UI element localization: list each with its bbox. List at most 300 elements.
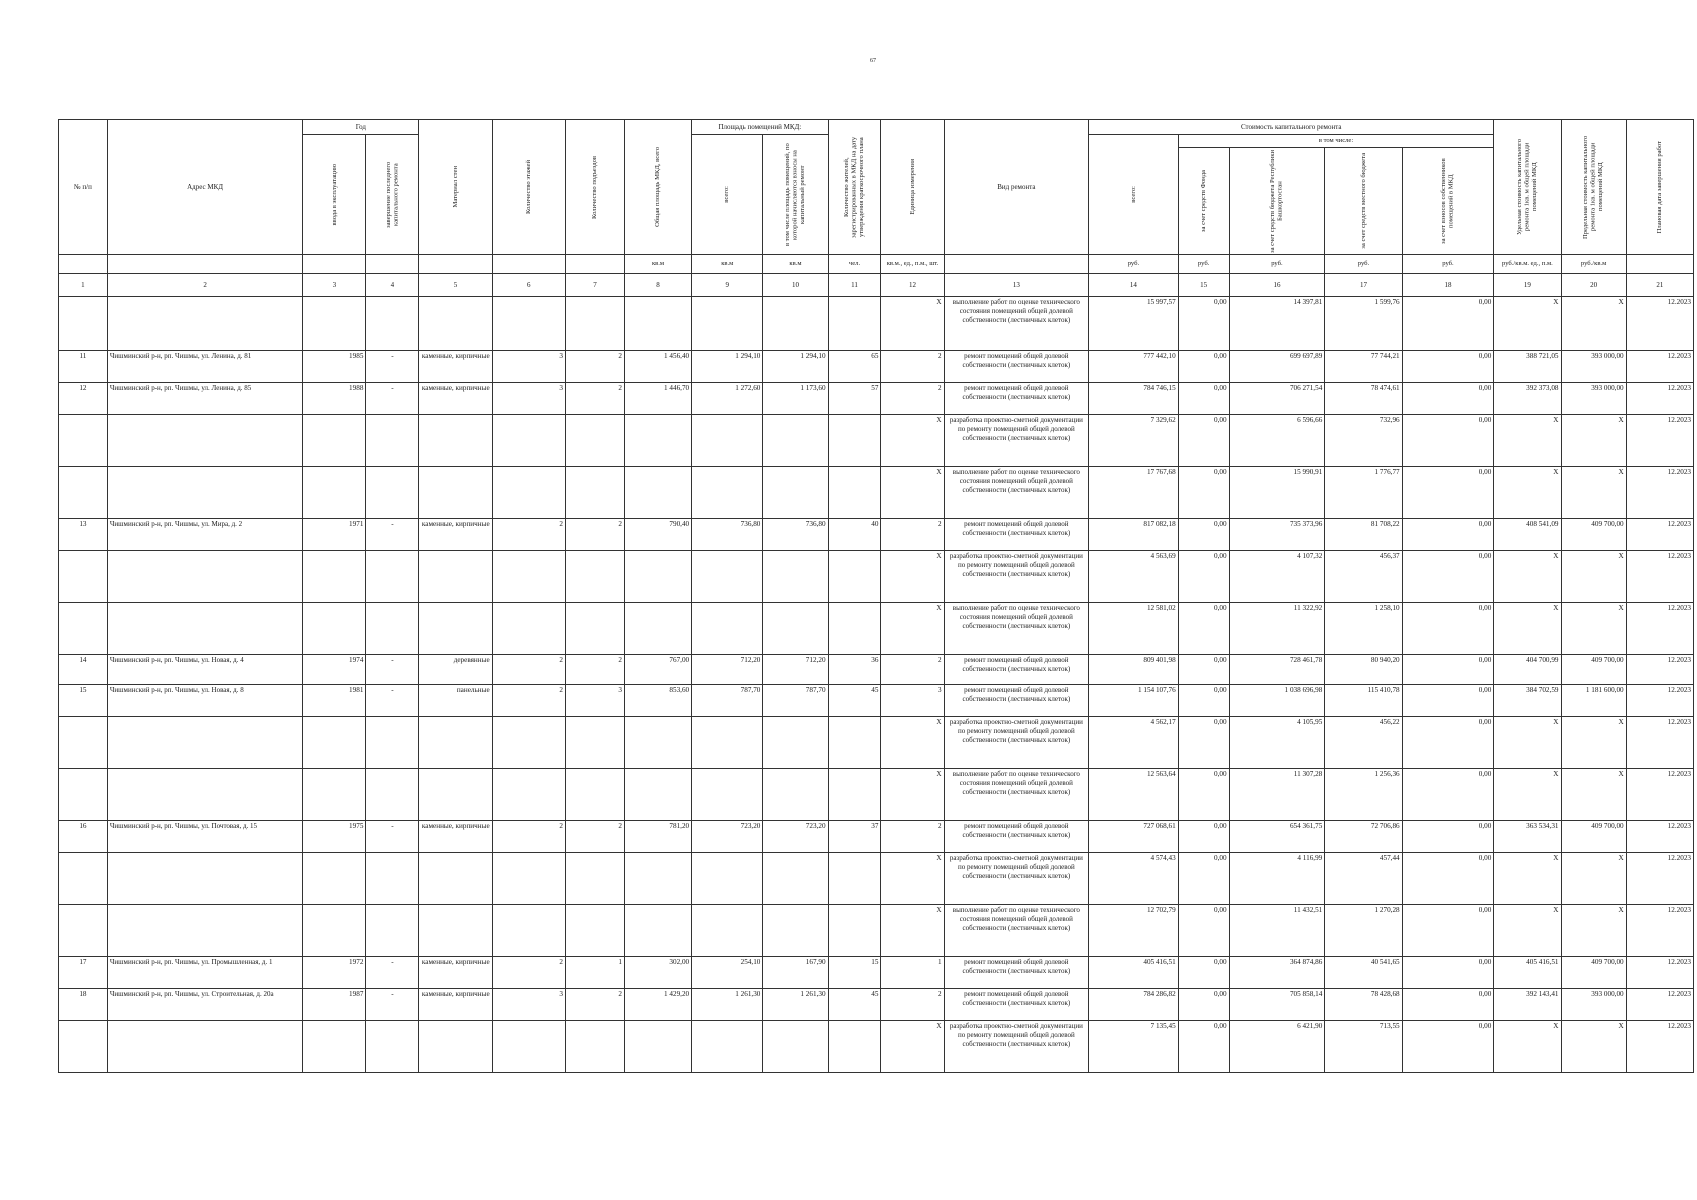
cost-republic-cell: 11 432,51 <box>1229 905 1325 957</box>
year-commissioning-cell: 1972 <box>303 957 366 989</box>
year-commissioning-cell: 1987 <box>303 989 366 1021</box>
table-row <box>59 551 1694 603</box>
deadline-cell: 12.2023 <box>1626 519 1693 551</box>
area-incl-cell <box>763 603 828 655</box>
entrances-cell <box>565 603 624 655</box>
cost-republic-cell: 4 107,32 <box>1229 551 1325 603</box>
row-number-cell: 12 <box>59 383 108 415</box>
header-total-area: Общая площадь МКД, всего <box>624 120 691 255</box>
row-number-cell: 14 <box>59 655 108 685</box>
entrances-cell: 2 <box>565 383 624 415</box>
area-incl-cell: 787,70 <box>763 685 828 717</box>
unit-cell: X <box>881 467 944 519</box>
area-total-cell <box>692 467 763 519</box>
unit-cell: X <box>881 603 944 655</box>
table-row <box>59 821 1694 853</box>
total-area-cell <box>624 905 691 957</box>
year-last-repair-cell <box>366 1021 419 1073</box>
residents-cell: 45 <box>828 989 881 1021</box>
year-commissioning-cell: 1975 <box>303 821 366 853</box>
table-row <box>59 905 1694 957</box>
entrances-cell <box>565 467 624 519</box>
cost-owners-cell: 0,00 <box>1402 821 1494 853</box>
year-last-repair-cell <box>366 603 419 655</box>
cost-fund-cell: 0,00 <box>1178 655 1229 685</box>
floors-cell <box>492 415 565 467</box>
cost-local-cell: 78 474,61 <box>1325 383 1402 415</box>
floors-cell <box>492 717 565 769</box>
table-row <box>59 415 1694 467</box>
cost-total-cell: 784 746,15 <box>1089 383 1179 415</box>
wall-material-cell <box>419 1021 492 1073</box>
cost-republic-cell: 364 874,86 <box>1229 957 1325 989</box>
year-last-repair-cell: - <box>366 655 419 685</box>
unit-cell: руб. <box>1325 255 1402 274</box>
unit-cost-cell: X <box>1494 717 1561 769</box>
entrances-cell <box>565 551 624 603</box>
header-floors: Количество этажей <box>492 120 565 255</box>
floors-cell <box>492 603 565 655</box>
limit-cost-cell: 393 000,00 <box>1561 351 1626 383</box>
residents-cell: 37 <box>828 821 881 853</box>
deadline-cell: 12.2023 <box>1626 685 1693 717</box>
work-type-cell: выполнение работ по оценке технического состояния помещений общей долевой собственности (лестничных клеток) <box>944 297 1089 351</box>
area-incl-cell <box>763 905 828 957</box>
area-incl-cell <box>763 853 828 905</box>
limit-cost-cell: 393 000,00 <box>1561 383 1626 415</box>
wall-material-cell <box>419 297 492 351</box>
header-cost-group: Стоимость капитального ремонта <box>1089 120 1494 135</box>
unit-cell: X <box>881 551 944 603</box>
row-number-cell <box>59 905 108 957</box>
unit-cell: X <box>881 415 944 467</box>
residents-cell <box>828 769 881 821</box>
cost-total-cell: 15 997,57 <box>1089 297 1179 351</box>
area-incl-cell <box>763 717 828 769</box>
entrances-cell <box>565 717 624 769</box>
cost-local-cell: 40 541,65 <box>1325 957 1402 989</box>
entrances-cell <box>565 415 624 467</box>
column-number: 5 <box>419 274 492 297</box>
total-area-cell: 1 429,20 <box>624 989 691 1021</box>
page-number: 67 <box>870 58 876 64</box>
column-number: 9 <box>692 274 763 297</box>
column-number: 1 <box>59 274 108 297</box>
total-area-cell: 302,00 <box>624 957 691 989</box>
limit-cost-cell: 393 000,00 <box>1561 989 1626 1021</box>
address-cell: Чишминский р-н, рп. Чишмы, ул. Ленина, д. 81 <box>107 351 302 383</box>
limit-cost-cell: X <box>1561 769 1626 821</box>
limit-cost-cell: 1 181 600,00 <box>1561 685 1626 717</box>
area-incl-cell: 712,20 <box>763 655 828 685</box>
cost-local-cell: 1 256,36 <box>1325 769 1402 821</box>
residents-cell <box>828 905 881 957</box>
unit-cell: 1 <box>881 957 944 989</box>
area-total-cell <box>692 603 763 655</box>
address-cell: Чишминский р-н, рп. Чишмы, ул. Промышленная, д. 1 <box>107 957 302 989</box>
area-total-cell <box>692 853 763 905</box>
area-incl-cell: 167,90 <box>763 957 828 989</box>
residents-cell <box>828 467 881 519</box>
wall-material-cell: панельные <box>419 685 492 717</box>
address-cell <box>107 603 302 655</box>
column-number: 7 <box>565 274 624 297</box>
total-area-cell <box>624 603 691 655</box>
year-commissioning-cell <box>303 769 366 821</box>
work-type-cell: ремонт помещений общей долевой собственности (лестничных клеток) <box>944 351 1089 383</box>
limit-cost-cell: X <box>1561 415 1626 467</box>
total-area-cell <box>624 853 691 905</box>
entrances-cell <box>565 769 624 821</box>
row-number-cell <box>59 1021 108 1073</box>
work-type-cell: ремонт помещений общей долевой собственности (лестничных клеток) <box>944 685 1089 717</box>
unit-cost-cell: X <box>1494 853 1561 905</box>
cost-fund-cell: 0,00 <box>1178 351 1229 383</box>
area-total-cell: 1 261,30 <box>692 989 763 1021</box>
entrances-cell: 2 <box>565 351 624 383</box>
cost-fund-cell: 0,00 <box>1178 957 1229 989</box>
deadline-cell: 12.2023 <box>1626 603 1693 655</box>
wall-material-cell <box>419 769 492 821</box>
header-address: Адрес МКД <box>107 120 302 255</box>
wall-material-cell: каменные, кирпичные <box>419 989 492 1021</box>
cost-total-cell: 4 562,17 <box>1089 717 1179 769</box>
unit-cost-cell: X <box>1494 1021 1561 1073</box>
total-area-cell <box>624 717 691 769</box>
column-number: 17 <box>1325 274 1402 297</box>
unit-cell: кв.м <box>692 255 763 274</box>
header-cost-fund: за счет средств Фонда <box>1178 148 1229 255</box>
residents-cell <box>828 853 881 905</box>
cost-total-cell: 7 329,62 <box>1089 415 1179 467</box>
area-incl-cell <box>763 297 828 351</box>
year-commissioning-cell: 1971 <box>303 519 366 551</box>
cost-owners-cell: 0,00 <box>1402 351 1494 383</box>
area-incl-cell: 1 173,60 <box>763 383 828 415</box>
year-last-repair-cell: - <box>366 989 419 1021</box>
unit-cell: 3 <box>881 685 944 717</box>
cost-fund-cell: 0,00 <box>1178 853 1229 905</box>
deadline-cell: 12.2023 <box>1626 655 1693 685</box>
cost-fund-cell: 0,00 <box>1178 297 1229 351</box>
row-number-cell: 17 <box>59 957 108 989</box>
floors-cell: 2 <box>492 685 565 717</box>
cost-fund-cell: 0,00 <box>1178 821 1229 853</box>
table-row <box>59 351 1694 383</box>
unit-cell: руб./кв.м. ед., п.м. <box>1494 255 1561 274</box>
area-incl-cell: 1 261,30 <box>763 989 828 1021</box>
deadline-cell: 12.2023 <box>1626 769 1693 821</box>
unit-cell: руб. <box>1402 255 1494 274</box>
work-type-cell: выполнение работ по оценке технического состояния помещений общей долевой собственности (лестничных клеток) <box>944 467 1089 519</box>
header-cost-total: всего: <box>1089 135 1179 255</box>
wall-material-cell <box>419 905 492 957</box>
header-area-incl: в том числе площадь помещений, по которой начисляются взносы на капитальный ремонт <box>763 135 828 255</box>
work-type-cell: ремонт помещений общей долевой собственности (лестничных клеток) <box>944 383 1089 415</box>
header-num: № п/п <box>59 120 108 255</box>
residents-cell <box>828 297 881 351</box>
row-number-cell: 11 <box>59 351 108 383</box>
header-cost-republic: за счет средств бюджета Республики Башкортостан <box>1229 148 1325 255</box>
unit-cost-cell: 392 143,41 <box>1494 989 1561 1021</box>
total-area-cell: 1 446,70 <box>624 383 691 415</box>
cost-local-cell: 115 410,78 <box>1325 685 1402 717</box>
cost-owners-cell: 0,00 <box>1402 383 1494 415</box>
entrances-cell <box>565 1021 624 1073</box>
column-number: 12 <box>881 274 944 297</box>
work-type-cell: ремонт помещений общей долевой собственности (лестничных клеток) <box>944 821 1089 853</box>
area-total-cell <box>692 769 763 821</box>
wall-material-cell: каменные, кирпичные <box>419 383 492 415</box>
cost-owners-cell: 0,00 <box>1402 769 1494 821</box>
deadline-cell: 12.2023 <box>1626 415 1693 467</box>
unit-cost-cell: 363 534,31 <box>1494 821 1561 853</box>
total-area-cell: 853,60 <box>624 685 691 717</box>
cost-local-cell: 72 706,86 <box>1325 821 1402 853</box>
column-number: 4 <box>366 274 419 297</box>
residents-cell <box>828 551 881 603</box>
cost-republic-cell: 11 307,28 <box>1229 769 1325 821</box>
area-total-cell <box>692 297 763 351</box>
cost-local-cell: 80 940,20 <box>1325 655 1402 685</box>
address-cell <box>107 905 302 957</box>
year-commissioning-cell: 1985 <box>303 351 366 383</box>
area-incl-cell: 1 294,10 <box>763 351 828 383</box>
limit-cost-cell: X <box>1561 905 1626 957</box>
header-residents: Количество жителей, зарегистрированных в МКД на дату утверждения краткосрочного плана <box>828 120 881 255</box>
header-cost-owners: за счет взносов собственников помещений в МКД <box>1402 148 1494 255</box>
column-number: 20 <box>1561 274 1626 297</box>
area-total-cell <box>692 717 763 769</box>
total-area-cell <box>624 769 691 821</box>
unit-cost-cell: X <box>1494 551 1561 603</box>
cost-total-cell: 12 702,79 <box>1089 905 1179 957</box>
row-number-cell <box>59 551 108 603</box>
cost-republic-cell: 735 373,96 <box>1229 519 1325 551</box>
area-total-cell <box>692 551 763 603</box>
address-cell <box>107 717 302 769</box>
floors-cell <box>492 853 565 905</box>
table-row <box>59 685 1694 717</box>
column-number: 6 <box>492 274 565 297</box>
header-year-commissioning: ввода в эксплуатацию <box>303 135 366 255</box>
floors-cell <box>492 769 565 821</box>
unit-cost-cell: X <box>1494 467 1561 519</box>
cost-fund-cell: 0,00 <box>1178 551 1229 603</box>
cost-fund-cell: 0,00 <box>1178 467 1229 519</box>
year-commissioning-cell <box>303 415 366 467</box>
table-row <box>59 655 1694 685</box>
work-type-cell: ремонт помещений общей долевой собственности (лестничных клеток) <box>944 655 1089 685</box>
unit-cell: руб. <box>1089 255 1179 274</box>
cost-republic-cell: 4 116,99 <box>1229 853 1325 905</box>
table-row <box>59 297 1694 351</box>
wall-material-cell <box>419 551 492 603</box>
cost-fund-cell: 0,00 <box>1178 603 1229 655</box>
area-total-cell: 1 294,10 <box>692 351 763 383</box>
work-type-cell: ремонт помещений общей долевой собственности (лестничных клеток) <box>944 989 1089 1021</box>
work-type-cell: разработка проектно-сметной документации по ремонту помещений общей долевой собственности (лестничных клеток) <box>944 1021 1089 1073</box>
work-type-cell: ремонт помещений общей долевой собственности (лестничных клеток) <box>944 957 1089 989</box>
year-commissioning-cell <box>303 297 366 351</box>
entrances-cell: 2 <box>565 519 624 551</box>
residents-cell: 36 <box>828 655 881 685</box>
cost-total-cell: 727 068,61 <box>1089 821 1179 853</box>
units-row <box>59 255 1694 274</box>
unit-cell: кв.м <box>624 255 691 274</box>
limit-cost-cell: 409 700,00 <box>1561 821 1626 853</box>
column-number: 11 <box>828 274 881 297</box>
cost-fund-cell: 0,00 <box>1178 383 1229 415</box>
unit-cell: X <box>881 717 944 769</box>
deadline-cell: 12.2023 <box>1626 989 1693 1021</box>
table-row <box>59 717 1694 769</box>
header-wall-material: Материал стен <box>419 120 492 255</box>
cost-fund-cell: 0,00 <box>1178 717 1229 769</box>
entrances-cell <box>565 853 624 905</box>
address-cell <box>107 769 302 821</box>
cost-total-cell: 809 401,98 <box>1089 655 1179 685</box>
cost-owners-cell: 0,00 <box>1402 685 1494 717</box>
entrances-cell: 2 <box>565 821 624 853</box>
cost-local-cell: 457,44 <box>1325 853 1402 905</box>
row-number-cell: 16 <box>59 821 108 853</box>
column-number: 18 <box>1402 274 1494 297</box>
deadline-cell: 12.2023 <box>1626 957 1693 989</box>
deadline-cell: 12.2023 <box>1626 297 1693 351</box>
cost-local-cell: 1 270,28 <box>1325 905 1402 957</box>
year-last-repair-cell <box>366 467 419 519</box>
cost-owners-cell: 0,00 <box>1402 551 1494 603</box>
year-commissioning-cell <box>303 717 366 769</box>
limit-cost-cell: X <box>1561 1021 1626 1073</box>
year-last-repair-cell <box>366 297 419 351</box>
wall-material-cell <box>419 853 492 905</box>
column-number: 16 <box>1229 274 1325 297</box>
deadline-cell: 12.2023 <box>1626 853 1693 905</box>
row-number-cell <box>59 603 108 655</box>
wall-material-cell <box>419 717 492 769</box>
wall-material-cell: каменные, кирпичные <box>419 957 492 989</box>
address-cell <box>107 551 302 603</box>
area-incl-cell: 736,80 <box>763 519 828 551</box>
cost-total-cell: 12 563,64 <box>1089 769 1179 821</box>
area-total-cell <box>692 1021 763 1073</box>
cost-republic-cell: 4 105,95 <box>1229 717 1325 769</box>
cost-owners-cell: 0,00 <box>1402 519 1494 551</box>
unit-cell: руб. <box>1229 255 1325 274</box>
deadline-cell: 12.2023 <box>1626 551 1693 603</box>
wall-material-cell <box>419 415 492 467</box>
work-type-cell: разработка проектно-сметной документации по ремонту помещений общей долевой собственности (лестничных клеток) <box>944 415 1089 467</box>
work-type-cell: разработка проектно-сметной документации по ремонту помещений общей долевой собственности (лестничных клеток) <box>944 717 1089 769</box>
wall-material-cell: каменные, кирпичные <box>419 821 492 853</box>
unit-cell: X <box>881 769 944 821</box>
column-numbers-row <box>59 274 1694 297</box>
cost-republic-cell: 1 038 696,98 <box>1229 685 1325 717</box>
cost-fund-cell: 0,00 <box>1178 685 1229 717</box>
total-area-cell: 790,40 <box>624 519 691 551</box>
unit-cell: 2 <box>881 519 944 551</box>
cost-total-cell: 4 574,43 <box>1089 853 1179 905</box>
cost-republic-cell: 728 461,78 <box>1229 655 1325 685</box>
year-last-repair-cell: - <box>366 957 419 989</box>
residents-cell: 40 <box>828 519 881 551</box>
floors-cell: 3 <box>492 383 565 415</box>
unit-cost-cell: X <box>1494 297 1561 351</box>
unit-cost-cell: X <box>1494 415 1561 467</box>
year-last-repair-cell <box>366 717 419 769</box>
unit-cell: 2 <box>881 351 944 383</box>
cost-local-cell: 713,55 <box>1325 1021 1402 1073</box>
work-type-cell: выполнение работ по оценке технического состояния помещений общей долевой собственности (лестничных клеток) <box>944 769 1089 821</box>
table-row <box>59 769 1694 821</box>
cost-total-cell: 817 082,18 <box>1089 519 1179 551</box>
cost-fund-cell: 0,00 <box>1178 905 1229 957</box>
column-number: 15 <box>1178 274 1229 297</box>
year-commissioning-cell: 1988 <box>303 383 366 415</box>
total-area-cell <box>624 415 691 467</box>
year-last-repair-cell <box>366 769 419 821</box>
entrances-cell <box>565 297 624 351</box>
table-row <box>59 1021 1694 1073</box>
floors-cell: 3 <box>492 351 565 383</box>
work-type-cell: разработка проектно-сметной документации по ремонту помещений общей долевой собственности (лестничных клеток) <box>944 551 1089 603</box>
cost-republic-cell: 6 421,90 <box>1229 1021 1325 1073</box>
year-last-repair-cell: - <box>366 383 419 415</box>
residents-cell <box>828 717 881 769</box>
column-number: 3 <box>303 274 366 297</box>
unit-cell: 2 <box>881 655 944 685</box>
cost-total-cell: 17 767,68 <box>1089 467 1179 519</box>
total-area-cell <box>624 297 691 351</box>
floors-cell: 2 <box>492 957 565 989</box>
address-cell <box>107 1021 302 1073</box>
table-row <box>59 853 1694 905</box>
unit-cost-cell: X <box>1494 603 1561 655</box>
cost-republic-cell: 15 990,91 <box>1229 467 1325 519</box>
limit-cost-cell: 409 700,00 <box>1561 957 1626 989</box>
floors-cell: 2 <box>492 655 565 685</box>
header-unit: Единица измерения <box>881 120 944 255</box>
table-row <box>59 989 1694 1021</box>
cost-total-cell: 4 563,69 <box>1089 551 1179 603</box>
row-number-cell <box>59 467 108 519</box>
area-incl-cell: 723,20 <box>763 821 828 853</box>
cost-total-cell: 784 286,82 <box>1089 989 1179 1021</box>
year-commissioning-cell: 1981 <box>303 685 366 717</box>
row-number-cell <box>59 717 108 769</box>
cost-total-cell: 405 416,51 <box>1089 957 1179 989</box>
table-row <box>59 603 1694 655</box>
table-row <box>59 957 1694 989</box>
header-cost-local: за счет средств местного бюджета <box>1325 148 1402 255</box>
cost-republic-cell: 705 858,14 <box>1229 989 1325 1021</box>
unit-cell: кв.м <box>763 255 828 274</box>
unit-cost-cell: X <box>1494 769 1561 821</box>
total-area-cell: 1 456,40 <box>624 351 691 383</box>
deadline-cell: 12.2023 <box>1626 383 1693 415</box>
address-cell <box>107 467 302 519</box>
address-cell <box>107 415 302 467</box>
area-total-cell: 787,70 <box>692 685 763 717</box>
cost-republic-cell: 654 361,75 <box>1229 821 1325 853</box>
year-last-repair-cell: - <box>366 351 419 383</box>
year-last-repair-cell: - <box>366 519 419 551</box>
unit-cell: X <box>881 297 944 351</box>
work-type-cell: выполнение работ по оценке технического состояния помещений общей долевой собственности (лестничных клеток) <box>944 603 1089 655</box>
limit-cost-cell: X <box>1561 551 1626 603</box>
